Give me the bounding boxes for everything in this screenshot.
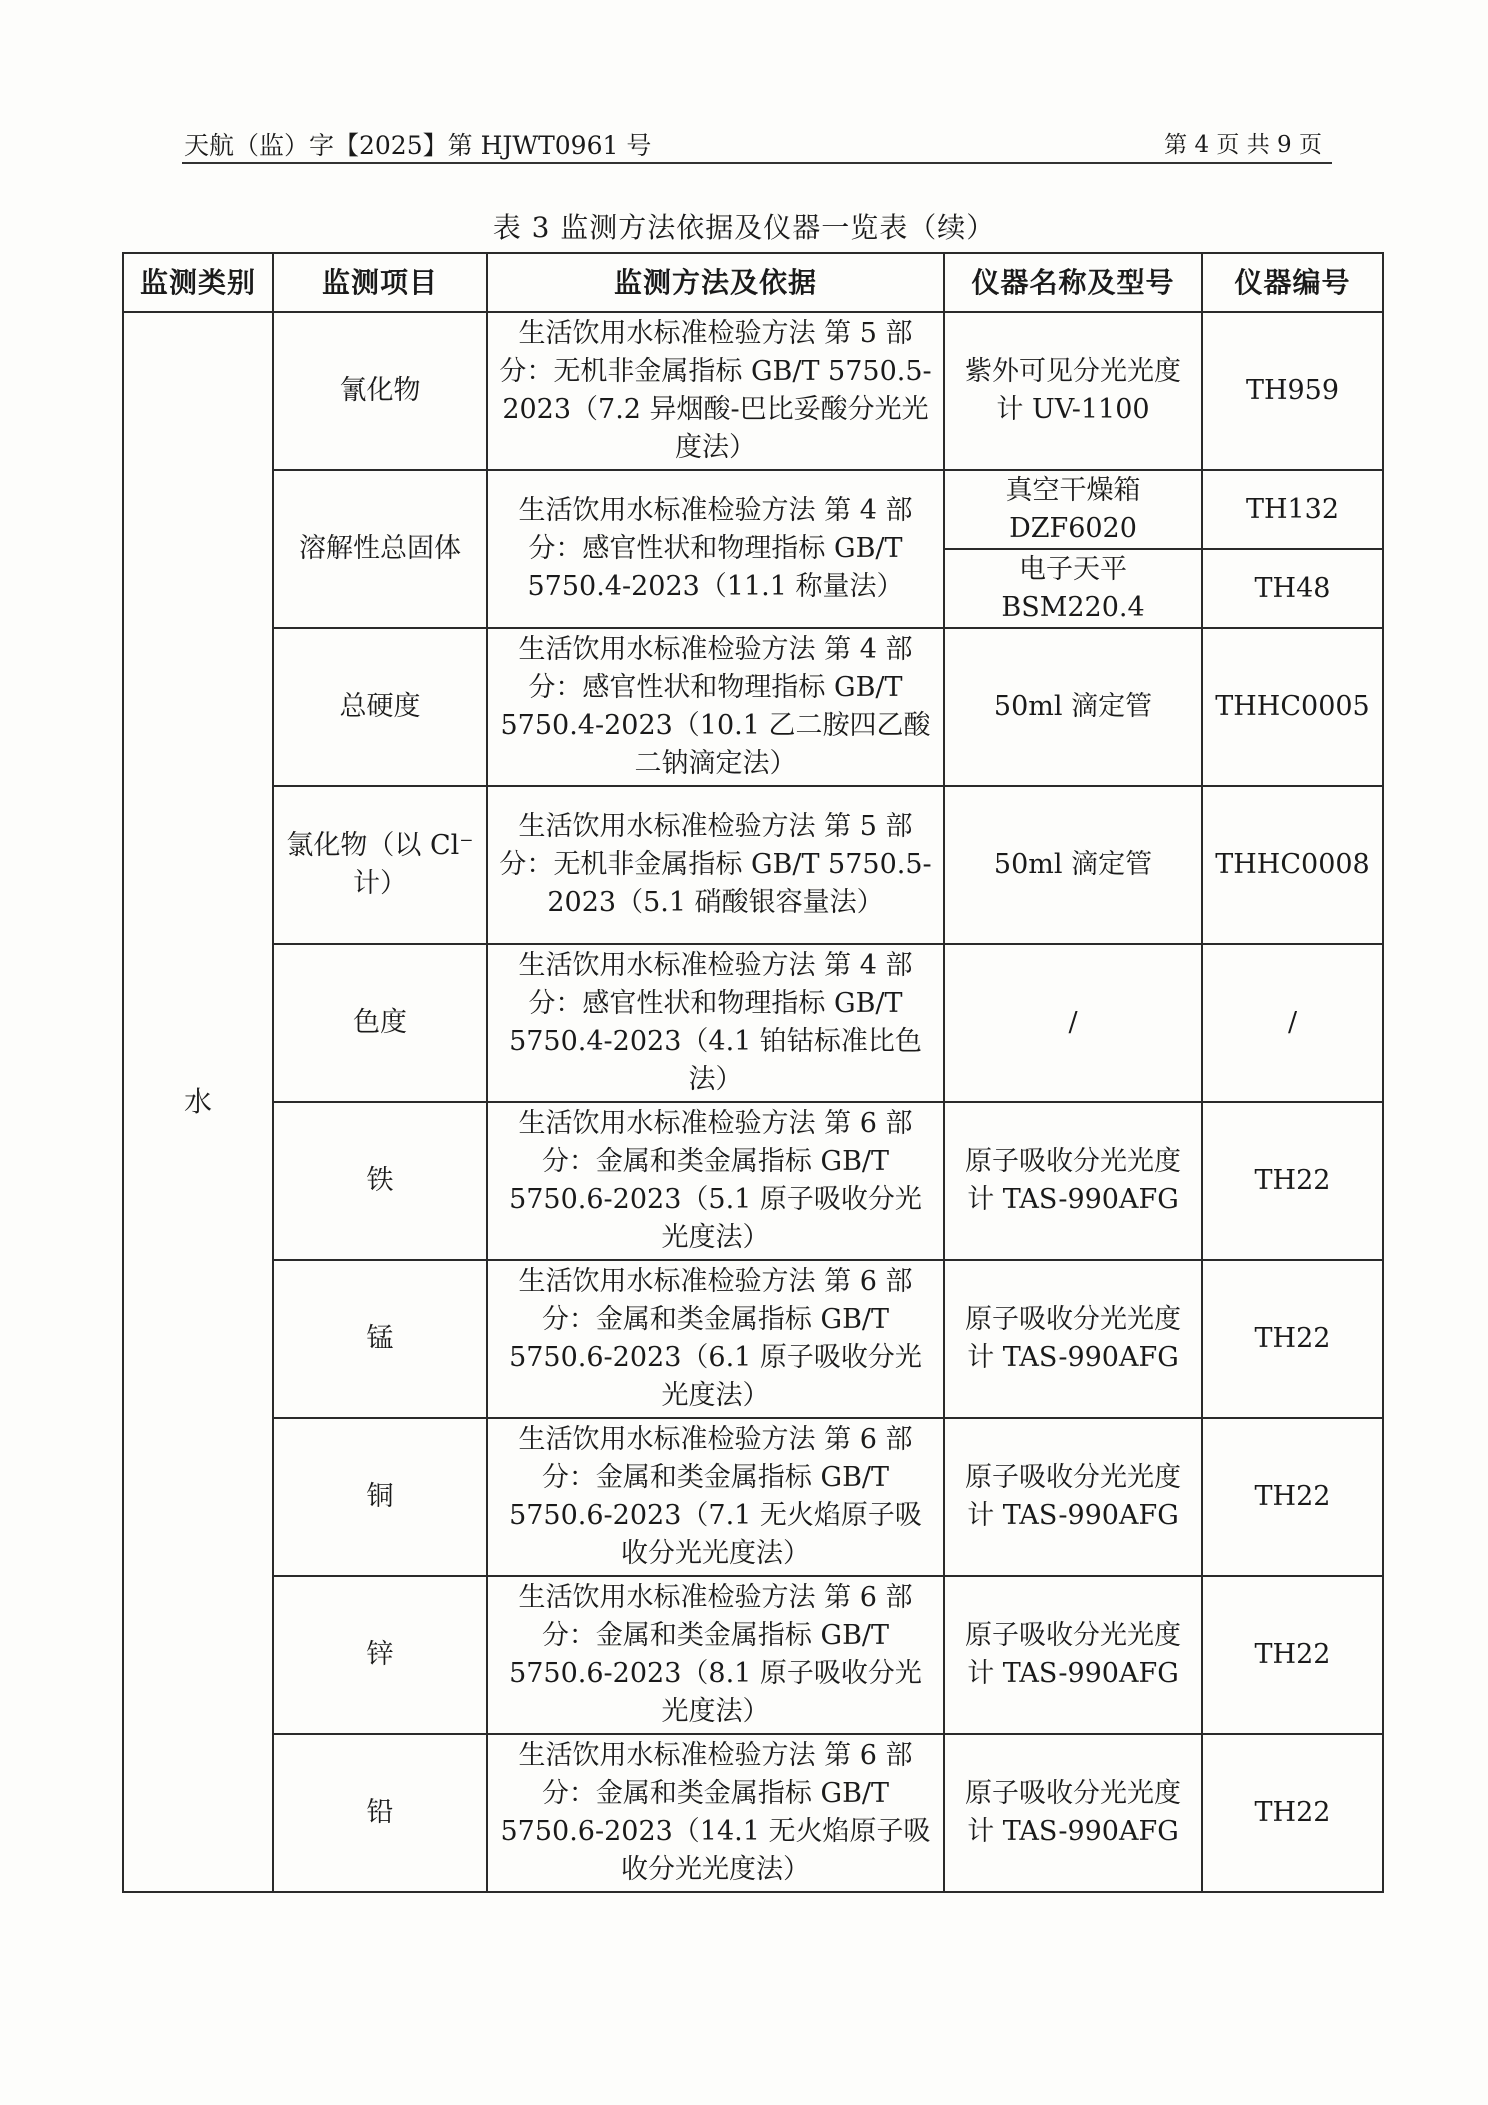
item-cell: 铅: [273, 1734, 487, 1892]
column-header: 仪器编号: [1202, 253, 1383, 312]
instrument-cell: 原子吸收分光光度计 TAS-990AFG: [944, 1576, 1202, 1734]
method-cell: 生活饮用水标准检验方法 第 6 部分：金属和类金属指标 GB/T 5750.6-2023（6.1 原子吸收分光光度法）: [487, 1260, 944, 1418]
method-cell: 生活饮用水标准检验方法 第 5 部分：无机非金属指标 GB/T 5750.5-2023（5.1 硝酸银容量法）: [487, 786, 944, 944]
instrument-code-cell: TH22: [1202, 1576, 1383, 1734]
instrument-code-cell: TH132: [1202, 470, 1383, 549]
method-cell: 生活饮用水标准检验方法 第 6 部分：金属和类金属指标 GB/T 5750.6-2023（14.1 无火焰原子吸收分光光度法）: [487, 1734, 944, 1892]
method-cell: 生活饮用水标准检验方法 第 5 部分：无机非金属指标 GB/T 5750.5-2023（7.2 异烟酸-巴比妥酸分光光度法）: [487, 312, 944, 470]
table-row: [123, 1102, 1383, 1260]
instrument-cell: 原子吸收分光光度计 TAS-990AFG: [944, 1418, 1202, 1576]
column-header: 监测方法及依据: [487, 253, 944, 312]
table-row: [123, 944, 1383, 1102]
column-header: 监测类别: [123, 253, 273, 312]
instrument-code-cell: THHC0008: [1202, 786, 1383, 944]
item-cell: 铜: [273, 1418, 487, 1576]
page-number: 第 4 页 共 9 页: [1164, 132, 1322, 158]
method-cell: 生活饮用水标准检验方法 第 4 部分：感官性状和物理指标 GB/T 5750.4-2023（10.1 乙二胺四乙酸二钠滴定法）: [487, 628, 944, 786]
category-cell: 水: [123, 312, 273, 1892]
instrument-cell: /: [944, 944, 1202, 1102]
report-number: 天航（监）字【2025】第 HJWT0961 号: [184, 131, 652, 160]
instrument-code-cell: /: [1202, 944, 1383, 1102]
method-cell: 生活饮用水标准检验方法 第 6 部分：金属和类金属指标 GB/T 5750.6-2023（7.1 无火焰原子吸收分光光度法）: [487, 1418, 944, 1576]
instrument-code-cell: TH22: [1202, 1734, 1383, 1892]
instrument-code-cell: TH48: [1202, 549, 1383, 628]
item-cell: 氰化物: [273, 312, 487, 470]
table-row: [123, 1576, 1383, 1734]
instrument-cell: 50ml 滴定管: [944, 628, 1202, 786]
item-cell: 锰: [273, 1260, 487, 1418]
instrument-cell: 紫外可见分光光度计 UV-1100: [944, 312, 1202, 470]
table-row: [123, 1418, 1383, 1576]
instrument-code-cell: TH22: [1202, 1102, 1383, 1260]
method-cell: 生活饮用水标准检验方法 第 6 部分：金属和类金属指标 GB/T 5750.6-2023（8.1 原子吸收分光光度法）: [487, 1576, 944, 1734]
method-cell: 生活饮用水标准检验方法 第 4 部分：感官性状和物理指标 GB/T 5750.4-2023（4.1 铂钴标准比色法）: [487, 944, 944, 1102]
instrument-code-cell: TH959: [1202, 312, 1383, 470]
item-cell: 色度: [273, 944, 487, 1102]
page-header: [182, 124, 1332, 164]
table-row: [123, 786, 1383, 944]
instrument-cell: 原子吸收分光光度计 TAS-990AFG: [944, 1102, 1202, 1260]
instrument-cell: 真空干燥箱 DZF6020: [944, 470, 1202, 549]
instrument-code-cell: THHC0005: [1202, 628, 1383, 786]
table-row: [123, 628, 1383, 786]
method-cell: 生活饮用水标准检验方法 第 6 部分：金属和类金属指标 GB/T 5750.6-2023（5.1 原子吸收分光光度法）: [487, 1102, 944, 1260]
item-cell: 总硬度: [273, 628, 487, 786]
instrument-code-cell: TH22: [1202, 1260, 1383, 1418]
table-title: 表 3 监测方法依据及仪器一览表（续）: [492, 211, 996, 244]
item-cell: 氯化物（以 Cl⁻计）: [273, 786, 487, 944]
column-header: 监测项目: [273, 253, 487, 312]
table-row: [123, 470, 1383, 549]
table-row: [123, 312, 1383, 470]
instrument-cell: 电子天平 BSM220.4: [944, 549, 1202, 628]
table-row: [123, 1734, 1383, 1892]
table-row: [123, 1260, 1383, 1418]
table-header-row: [123, 253, 1383, 312]
instrument-cell: 原子吸收分光光度计 TAS-990AFG: [944, 1260, 1202, 1418]
item-cell: 溶解性总固体: [273, 470, 487, 628]
instrument-cell: 原子吸收分光光度计 TAS-990AFG: [944, 1734, 1202, 1892]
instrument-cell: 50ml 滴定管: [944, 786, 1202, 944]
instrument-code-cell: TH22: [1202, 1418, 1383, 1576]
methods-table: [122, 252, 1384, 1893]
item-cell: 铁: [273, 1102, 487, 1260]
item-cell: 锌: [273, 1576, 487, 1734]
method-cell: 生活饮用水标准检验方法 第 4 部分：感官性状和物理指标 GB/T 5750.4-2023（11.1 称量法）: [487, 470, 944, 628]
column-header: 仪器名称及型号: [944, 253, 1202, 312]
